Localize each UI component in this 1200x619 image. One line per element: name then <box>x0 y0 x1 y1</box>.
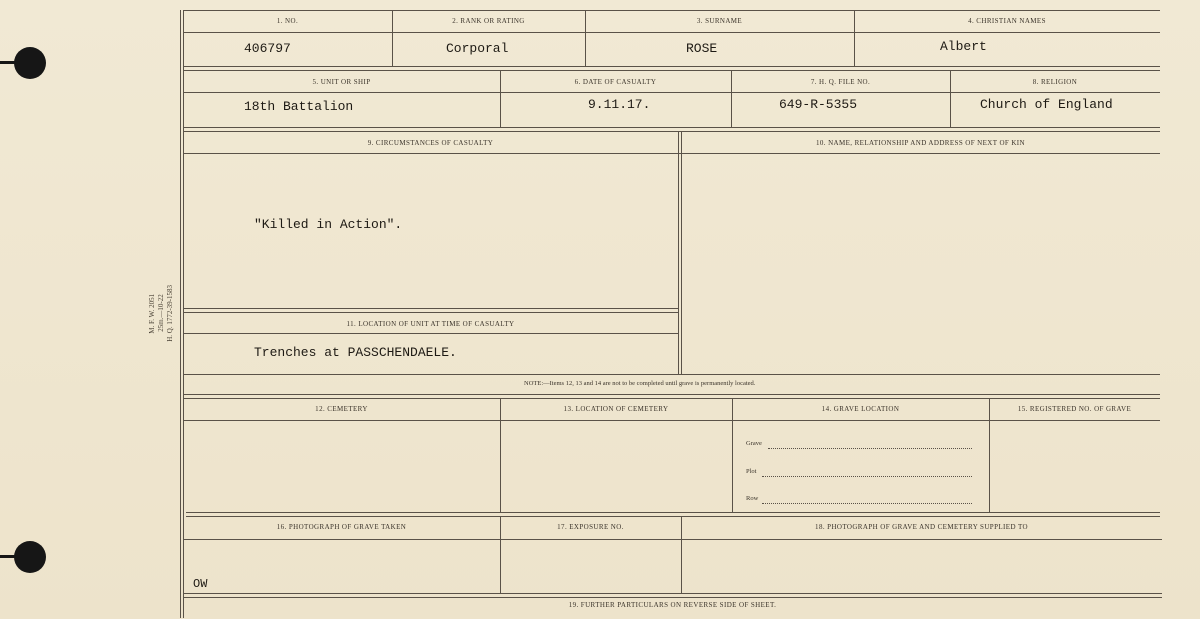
value-circumstances: "Killed in Action". <box>254 217 403 232</box>
punch-hole-bottom <box>14 541 46 573</box>
label-christian-names: 4. CHRISTIAN NAMES <box>968 17 1046 25</box>
form-print-code: M. F. W. 2051 25m.—10-22 H. Q. 1772-39-1583 <box>148 285 174 342</box>
label-location-cemetery: 13. LOCATION OF CEMETERY <box>563 405 669 413</box>
row2-bottom <box>183 127 1160 132</box>
row5-mid <box>183 420 1160 421</box>
row5-div2 <box>732 398 733 513</box>
label-hq-file: 7. H. Q. FILE NO. <box>810 78 871 86</box>
label-no: 1. NO. <box>276 17 299 25</box>
note-bottom <box>183 394 1160 399</box>
row7-top <box>183 593 1162 598</box>
grave-line <box>768 447 972 449</box>
label-cemetery: 12. CEMETERY <box>315 405 368 413</box>
row-line-label: Row <box>746 495 759 502</box>
value-surname: ROSE <box>686 41 718 56</box>
grave-line-label: Grave <box>746 440 762 447</box>
label-grave-location: 14. GRAVE LOCATION <box>821 405 900 413</box>
label-unit: 5. UNIT OR SHIP <box>312 78 371 86</box>
frame-left <box>180 10 181 618</box>
row4-top <box>183 308 678 313</box>
row5-div1 <box>500 398 501 513</box>
label-date: 6. DATE OF CASUALTY <box>574 78 657 86</box>
value-location-unit: Trenches at PASSCHENDAELE. <box>254 345 457 360</box>
row4-mid <box>183 333 678 334</box>
row3-div-b <box>681 131 682 374</box>
note-text: NOTE:—Items 12, 13 and 14 are not to be completed until grave is permanently located. <box>524 380 756 387</box>
row3-div-a <box>678 131 679 374</box>
value-date: 9.11.17. <box>588 97 651 112</box>
label-location-unit: 11. LOCATION OF UNIT AT TIME OF CASUALTY <box>346 320 515 328</box>
label-registered-no: 15. REGISTERED NO. OF GRAVE <box>1017 405 1132 413</box>
label-surname: 3. SURNAME <box>696 17 743 25</box>
plot-line <box>762 475 972 477</box>
value-religion: Church of England <box>980 97 1113 112</box>
value-hq-file: 649-R-5355 <box>779 97 858 112</box>
value-unit: 18th Battalion <box>244 99 354 114</box>
plot-line-label: Plot <box>746 468 757 475</box>
value-christian-names: Albert <box>940 39 987 54</box>
label-further: 19. FURTHER PARTICULARS ON REVERSE SIDE OF SHEET. <box>568 601 777 609</box>
value-photo-taken: OW <box>193 577 208 591</box>
row5-div3 <box>989 398 990 513</box>
label-exposure: 17. EXPOSURE NO. <box>557 523 624 531</box>
row1-mid <box>183 32 1160 33</box>
row2-mid <box>183 92 1160 93</box>
label-rank: 2. RANK OR RATING <box>452 17 525 25</box>
row1-bottom <box>183 66 1160 71</box>
row1-top <box>183 10 1160 11</box>
row-line <box>762 502 972 504</box>
row3-mid <box>183 153 1160 154</box>
note-top <box>183 374 1160 375</box>
value-no: 406797 <box>244 41 291 56</box>
label-circumstances: 9. CIRCUMSTANCES OF CASUALTY <box>367 139 494 147</box>
label-next-of-kin: 10. NAME, RELATIONSHIP AND ADDRESS OF NEXT OF KIN <box>815 139 1025 147</box>
label-religion: 8. RELIGION <box>1032 78 1078 86</box>
value-rank: Corporal <box>446 41 509 56</box>
punch-hole-top <box>14 47 46 79</box>
label-photo-supplied: 18. PHOTOGRAPH OF GRAVE AND CEMETERY SUPPLIED TO <box>815 523 1028 531</box>
label-photo-taken: 16. PHOTOGRAPH OF GRAVE TAKEN <box>276 523 407 531</box>
row5-bottom <box>186 512 1160 517</box>
row6-mid <box>183 539 1162 540</box>
